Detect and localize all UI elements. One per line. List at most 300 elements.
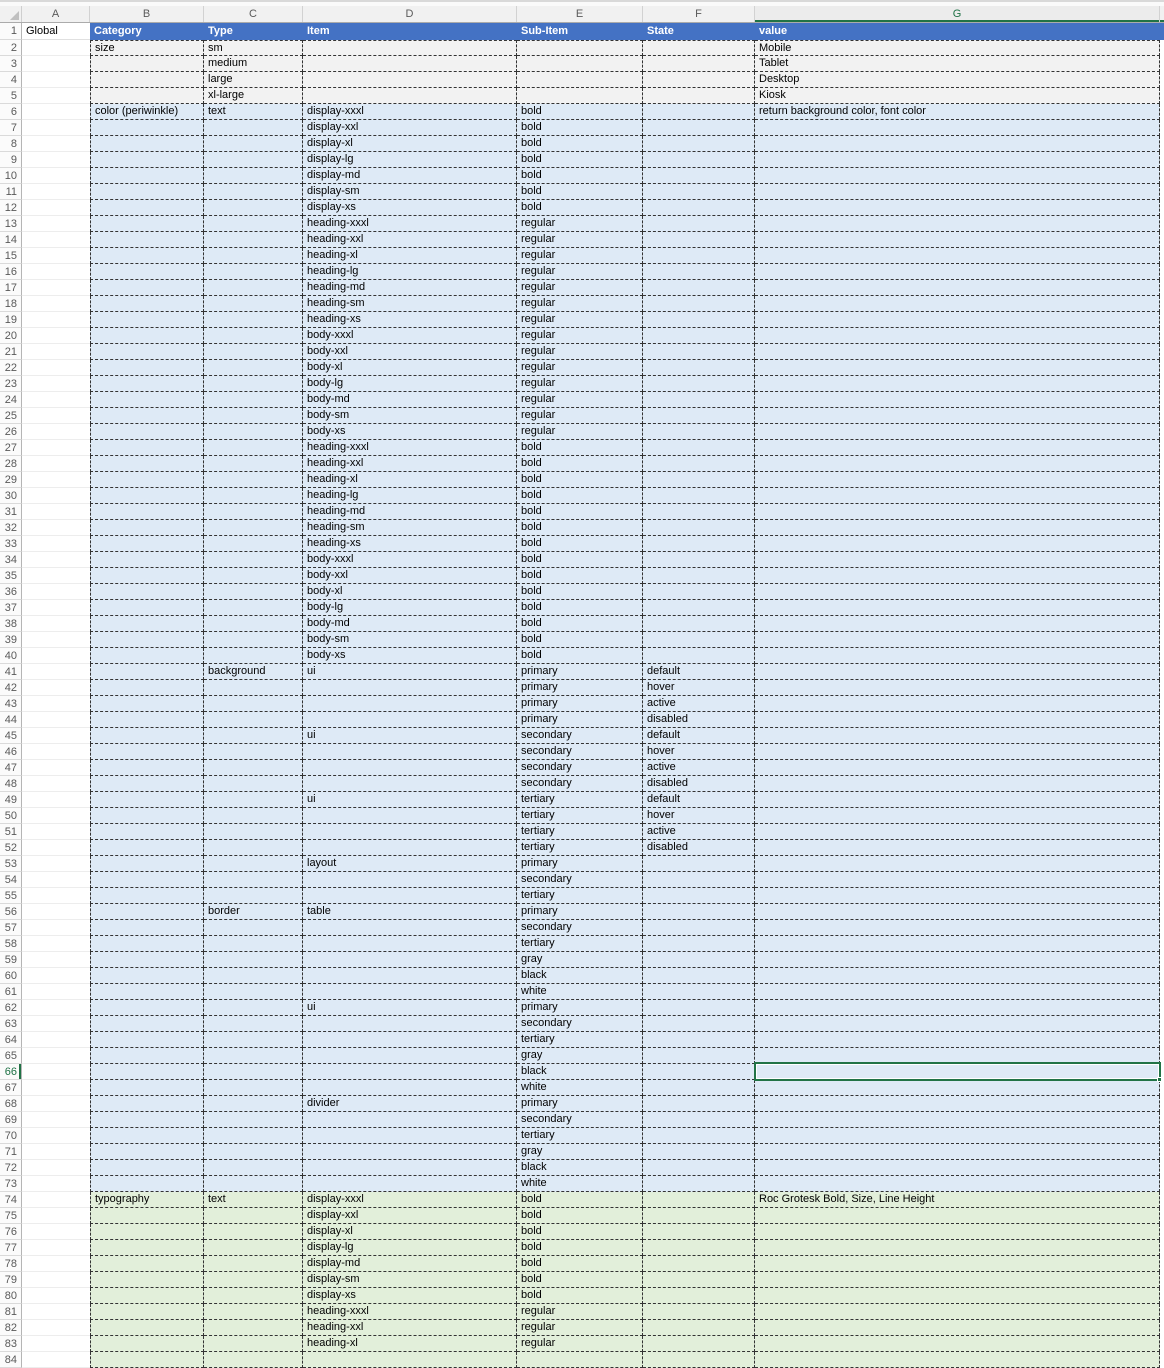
cell-G60[interactable] [755,968,1160,984]
cell-F64[interactable] [643,1032,755,1048]
cell-G40[interactable] [755,648,1160,664]
cell-E34[interactable] [517,552,643,568]
cell-E76[interactable] [517,1224,643,1240]
cell-A2[interactable] [22,40,90,56]
cell-C35[interactable] [204,568,303,584]
cell-D54[interactable] [303,872,517,888]
row-header-35[interactable]: 35 [0,568,22,584]
col-header-E[interactable]: E [517,6,643,22]
row-header-69[interactable]: 69 [0,1112,22,1128]
cell-E67[interactable] [517,1080,643,1096]
row-header-31[interactable]: 31 [0,504,22,520]
cell-B62[interactable] [90,1000,204,1016]
row-header-54[interactable]: 54 [0,872,22,888]
row-header-29[interactable]: 29 [0,472,22,488]
row-header-33[interactable]: 33 [0,536,22,552]
cell-A29[interactable] [22,472,90,488]
row-header-25[interactable]: 25 [0,408,22,424]
cell-A11[interactable] [22,184,90,200]
cell-B6[interactable] [90,104,204,120]
cell-E11[interactable] [517,184,643,200]
cell-C66[interactable] [204,1064,303,1080]
cell-G16[interactable] [755,264,1160,280]
cell-B70[interactable] [90,1128,204,1144]
cell-A81[interactable] [22,1304,90,1320]
cell-A7[interactable] [22,120,90,136]
cell-B14[interactable] [90,232,204,248]
cell-D60[interactable] [303,968,517,984]
cell-B41[interactable] [90,664,204,680]
cell-C81[interactable] [204,1304,303,1320]
cell-F4[interactable] [643,72,755,88]
cell-D40[interactable] [303,648,517,664]
cell-C8[interactable] [204,136,303,152]
cell-F81[interactable] [643,1304,755,1320]
row-header-22[interactable]: 22 [0,360,22,376]
cell-A63[interactable] [22,1016,90,1032]
cell-C25[interactable] [204,408,303,424]
cell-D49[interactable] [303,792,517,808]
cell-F9[interactable] [643,152,755,168]
cell-B34[interactable] [90,552,204,568]
cell-D33[interactable] [303,536,517,552]
cell-G6[interactable] [755,104,1160,120]
row-header-39[interactable]: 39 [0,632,22,648]
cell-D29[interactable] [303,472,517,488]
row-header-58[interactable]: 58 [0,936,22,952]
cell-B45[interactable] [90,728,204,744]
cell-D62[interactable] [303,1000,517,1016]
cell-F74[interactable] [643,1192,755,1208]
cell-D73[interactable] [303,1176,517,1192]
cell-D21[interactable] [303,344,517,360]
cell-E49[interactable] [517,792,643,808]
cell-E44[interactable] [517,712,643,728]
cell-A39[interactable] [22,632,90,648]
cell-C12[interactable] [204,200,303,216]
cell-G70[interactable] [755,1128,1160,1144]
cell-F17[interactable] [643,280,755,296]
cell-G41[interactable] [755,664,1160,680]
cell-D30[interactable] [303,488,517,504]
cell-B69[interactable] [90,1112,204,1128]
cell-C23[interactable] [204,376,303,392]
cell-D42[interactable] [303,680,517,696]
cell-E61[interactable] [517,984,643,1000]
cell-F48[interactable] [643,776,755,792]
cell-C69[interactable] [204,1112,303,1128]
cell-C31[interactable] [204,504,303,520]
cell-F54[interactable] [643,872,755,888]
cell-F20[interactable] [643,328,755,344]
cell-D12[interactable] [303,200,517,216]
cell-E36[interactable] [517,584,643,600]
row-header-81[interactable]: 81 [0,1304,22,1320]
cell-G68[interactable] [755,1096,1160,1112]
cell-F84[interactable] [643,1352,755,1368]
cell-A57[interactable] [22,920,90,936]
cell-B78[interactable] [90,1256,204,1272]
cell-E42[interactable] [517,680,643,696]
row-header-37[interactable]: 37 [0,600,22,616]
cell-G7[interactable] [755,120,1160,136]
cell-F22[interactable] [643,360,755,376]
cell-E63[interactable] [517,1016,643,1032]
cell-E31[interactable] [517,504,643,520]
cell-D4[interactable] [303,72,517,88]
row-header-6[interactable]: 6 [0,104,22,120]
cell-B60[interactable] [90,968,204,984]
cell-A48[interactable] [22,776,90,792]
cell-G9[interactable] [755,152,1160,168]
cell-C15[interactable] [204,248,303,264]
cell-C41[interactable] [204,664,303,680]
cell-E35[interactable] [517,568,643,584]
row-header-68[interactable]: 68 [0,1096,22,1112]
cell-A75[interactable] [22,1208,90,1224]
cell-D28[interactable] [303,456,517,472]
cell-A22[interactable] [22,360,90,376]
cell-G63[interactable] [755,1016,1160,1032]
cell-G52[interactable] [755,840,1160,856]
cell-A41[interactable] [22,664,90,680]
cell-A19[interactable] [22,312,90,328]
cell-C32[interactable] [204,520,303,536]
cell-C22[interactable] [204,360,303,376]
cell-A69[interactable] [22,1112,90,1128]
row-header-23[interactable]: 23 [0,376,22,392]
cell-F76[interactable] [643,1224,755,1240]
cell-C61[interactable] [204,984,303,1000]
cell-A73[interactable] [22,1176,90,1192]
row-header-77[interactable]: 77 [0,1240,22,1256]
cell-B54[interactable] [90,872,204,888]
cell-A54[interactable] [22,872,90,888]
cell-A36[interactable] [22,584,90,600]
cell-C60[interactable] [204,968,303,984]
cell-B64[interactable] [90,1032,204,1048]
cell-F34[interactable] [643,552,755,568]
cell-E9[interactable] [517,152,643,168]
cell-F16[interactable] [643,264,755,280]
cell-B29[interactable] [90,472,204,488]
cell-E18[interactable] [517,296,643,312]
cell-A32[interactable] [22,520,90,536]
cell-D80[interactable] [303,1288,517,1304]
cell-B59[interactable] [90,952,204,968]
cell-B66[interactable] [90,1064,204,1080]
cell-B75[interactable] [90,1208,204,1224]
cell-G48[interactable] [755,776,1160,792]
cell-C7[interactable] [204,120,303,136]
cell-A12[interactable] [22,200,90,216]
cell-A1[interactable] [22,23,90,40]
cell-D25[interactable] [303,408,517,424]
cell-F62[interactable] [643,1000,755,1016]
cell-B24[interactable] [90,392,204,408]
row-header-53[interactable]: 53 [0,856,22,872]
cell-B81[interactable] [90,1304,204,1320]
cell-C43[interactable] [204,696,303,712]
cell-F21[interactable] [643,344,755,360]
row-header-70[interactable]: 70 [0,1128,22,1144]
cell-F33[interactable] [643,536,755,552]
cell-F53[interactable] [643,856,755,872]
cell-A44[interactable] [22,712,90,728]
cell-F73[interactable] [643,1176,755,1192]
cell-G8[interactable] [755,136,1160,152]
cell-C47[interactable] [204,760,303,776]
cell-E30[interactable] [517,488,643,504]
cell-C3[interactable] [204,56,303,72]
row-header-20[interactable]: 20 [0,328,22,344]
cell-C39[interactable] [204,632,303,648]
row-header-84[interactable]: 84 [0,1352,22,1368]
cell-E82[interactable] [517,1320,643,1336]
cell-F19[interactable] [643,312,755,328]
cell-C46[interactable] [204,744,303,760]
cell-A17[interactable] [22,280,90,296]
cell-A84[interactable] [22,1352,90,1368]
cell-B83[interactable] [90,1336,204,1352]
row-header-83[interactable]: 83 [0,1336,22,1352]
cell-D3[interactable] [303,56,517,72]
cell-E71[interactable] [517,1144,643,1160]
cell-D69[interactable] [303,1112,517,1128]
cell-F71[interactable] [643,1144,755,1160]
cell-A20[interactable] [22,328,90,344]
cell-F82[interactable] [643,1320,755,1336]
cell-B39[interactable] [90,632,204,648]
cell-B65[interactable] [90,1048,204,1064]
row-header-32[interactable]: 32 [0,520,22,536]
cell-C55[interactable] [204,888,303,904]
row-header-44[interactable]: 44 [0,712,22,728]
cell-G50[interactable] [755,808,1160,824]
cell-E50[interactable] [517,808,643,824]
cell-E16[interactable] [517,264,643,280]
cell-E40[interactable] [517,648,643,664]
row-header-26[interactable]: 26 [0,424,22,440]
row-header-15[interactable]: 15 [0,248,22,264]
cell-A49[interactable] [22,792,90,808]
cell-B30[interactable] [90,488,204,504]
cell-B73[interactable] [90,1176,204,1192]
cell-A21[interactable] [22,344,90,360]
cell-F56[interactable] [643,904,755,920]
cell-G18[interactable] [755,296,1160,312]
cell-E83[interactable] [517,1336,643,1352]
cell-C74[interactable] [204,1192,303,1208]
cell-F39[interactable] [643,632,755,648]
cell-G15[interactable] [755,248,1160,264]
cell-C9[interactable] [204,152,303,168]
cell-E12[interactable] [517,200,643,216]
cell-G73[interactable] [755,1176,1160,1192]
cell-B26[interactable] [90,424,204,440]
cell-D38[interactable] [303,616,517,632]
cell-G2[interactable] [755,40,1160,56]
cell-G27[interactable] [755,440,1160,456]
row-header-42[interactable]: 42 [0,680,22,696]
cell-F41[interactable] [643,664,755,680]
cell-G42[interactable] [755,680,1160,696]
cell-D31[interactable] [303,504,517,520]
cell-A77[interactable] [22,1240,90,1256]
row-header-40[interactable]: 40 [0,648,22,664]
cell-C73[interactable] [204,1176,303,1192]
row-header-62[interactable]: 62 [0,1000,22,1016]
row-header-30[interactable]: 30 [0,488,22,504]
row-header-46[interactable]: 46 [0,744,22,760]
cell-G55[interactable] [755,888,1160,904]
cell-A8[interactable] [22,136,90,152]
cell-C6[interactable] [204,104,303,120]
cell-D84[interactable] [303,1352,517,1368]
cell-C78[interactable] [204,1256,303,1272]
row-header-36[interactable]: 36 [0,584,22,600]
cell-B18[interactable] [90,296,204,312]
cell-D32[interactable] [303,520,517,536]
row-header-65[interactable]: 65 [0,1048,22,1064]
cell-F2[interactable] [643,40,755,56]
cell-F61[interactable] [643,984,755,1000]
row-header-14[interactable]: 14 [0,232,22,248]
cell-C11[interactable] [204,184,303,200]
row-header-79[interactable]: 79 [0,1272,22,1288]
cell-E57[interactable] [517,920,643,936]
cell-E84[interactable] [517,1352,643,1368]
cell-A61[interactable] [22,984,90,1000]
cell-G11[interactable] [755,184,1160,200]
cell-A26[interactable] [22,424,90,440]
cell-D23[interactable] [303,376,517,392]
cell-C63[interactable] [204,1016,303,1032]
row-header-10[interactable]: 10 [0,168,22,184]
cell-E25[interactable] [517,408,643,424]
cell-F79[interactable] [643,1272,755,1288]
cell-B47[interactable] [90,760,204,776]
cell-A68[interactable] [22,1096,90,1112]
cell-G26[interactable] [755,424,1160,440]
cell-D50[interactable] [303,808,517,824]
cell-G78[interactable] [755,1256,1160,1272]
row-header-55[interactable]: 55 [0,888,22,904]
cell-E51[interactable] [517,824,643,840]
cell-D66[interactable] [303,1064,517,1080]
row-header-27[interactable]: 27 [0,440,22,456]
cell-G83[interactable] [755,1336,1160,1352]
cell-A16[interactable] [22,264,90,280]
cell-E66[interactable] [517,1064,643,1080]
cell-E58[interactable] [517,936,643,952]
cell-D58[interactable] [303,936,517,952]
cell-C50[interactable] [204,808,303,824]
row-header-51[interactable]: 51 [0,824,22,840]
cell-C71[interactable] [204,1144,303,1160]
cell-E47[interactable] [517,760,643,776]
cell-E22[interactable] [517,360,643,376]
cell-A28[interactable] [22,456,90,472]
cell-G19[interactable] [755,312,1160,328]
cell-A66[interactable] [22,1064,90,1080]
cell-D9[interactable] [303,152,517,168]
cell-F42[interactable] [643,680,755,696]
cell-B77[interactable] [90,1240,204,1256]
cell-C64[interactable] [204,1032,303,1048]
row-header-24[interactable]: 24 [0,392,22,408]
cell-E68[interactable] [517,1096,643,1112]
cell-G32[interactable] [755,520,1160,536]
cell-B74[interactable] [90,1192,204,1208]
cell-E52[interactable] [517,840,643,856]
cell-D81[interactable] [303,1304,517,1320]
cell-G17[interactable] [755,280,1160,296]
cell-F27[interactable] [643,440,755,456]
cell-G45[interactable] [755,728,1160,744]
cell-B21[interactable] [90,344,204,360]
cell-C77[interactable] [204,1240,303,1256]
cell-G44[interactable] [755,712,1160,728]
cell-C54[interactable] [204,872,303,888]
cell-F13[interactable] [643,216,755,232]
cell-D46[interactable] [303,744,517,760]
cell-D48[interactable] [303,776,517,792]
cell-B67[interactable] [90,1080,204,1096]
cell-C38[interactable] [204,616,303,632]
cell-B51[interactable] [90,824,204,840]
cell-C13[interactable] [204,216,303,232]
cell-E8[interactable] [517,136,643,152]
cell-F28[interactable] [643,456,755,472]
cell-C30[interactable] [204,488,303,504]
cell-A82[interactable] [22,1320,90,1336]
cell-F65[interactable] [643,1048,755,1064]
cell-A43[interactable] [22,696,90,712]
cell-G77[interactable] [755,1240,1160,1256]
cell-E5[interactable] [517,88,643,104]
cell-C80[interactable] [204,1288,303,1304]
cell-D55[interactable] [303,888,517,904]
cell-D83[interactable] [303,1336,517,1352]
cell-D5[interactable] [303,88,517,104]
cell-A79[interactable] [22,1272,90,1288]
cell-C28[interactable] [204,456,303,472]
cell-B84[interactable] [90,1352,204,1368]
cell-C40[interactable] [204,648,303,664]
cell-A45[interactable] [22,728,90,744]
cell-G51[interactable] [755,824,1160,840]
cell-B49[interactable] [90,792,204,808]
cell-D6[interactable] [303,104,517,120]
cell-D10[interactable] [303,168,517,184]
cell-F3[interactable] [643,56,755,72]
cell-D76[interactable] [303,1224,517,1240]
cell-A83[interactable] [22,1336,90,1352]
cell-B27[interactable] [90,440,204,456]
cell-E28[interactable] [517,456,643,472]
cell-G28[interactable] [755,456,1160,472]
row-header-43[interactable]: 43 [0,696,22,712]
cell-F57[interactable] [643,920,755,936]
cell-B71[interactable] [90,1144,204,1160]
cell-G23[interactable] [755,376,1160,392]
row-header-73[interactable]: 73 [0,1176,22,1192]
row-header-67[interactable]: 67 [0,1080,22,1096]
cell-G69[interactable] [755,1112,1160,1128]
cell-G21[interactable] [755,344,1160,360]
cell-G34[interactable] [755,552,1160,568]
